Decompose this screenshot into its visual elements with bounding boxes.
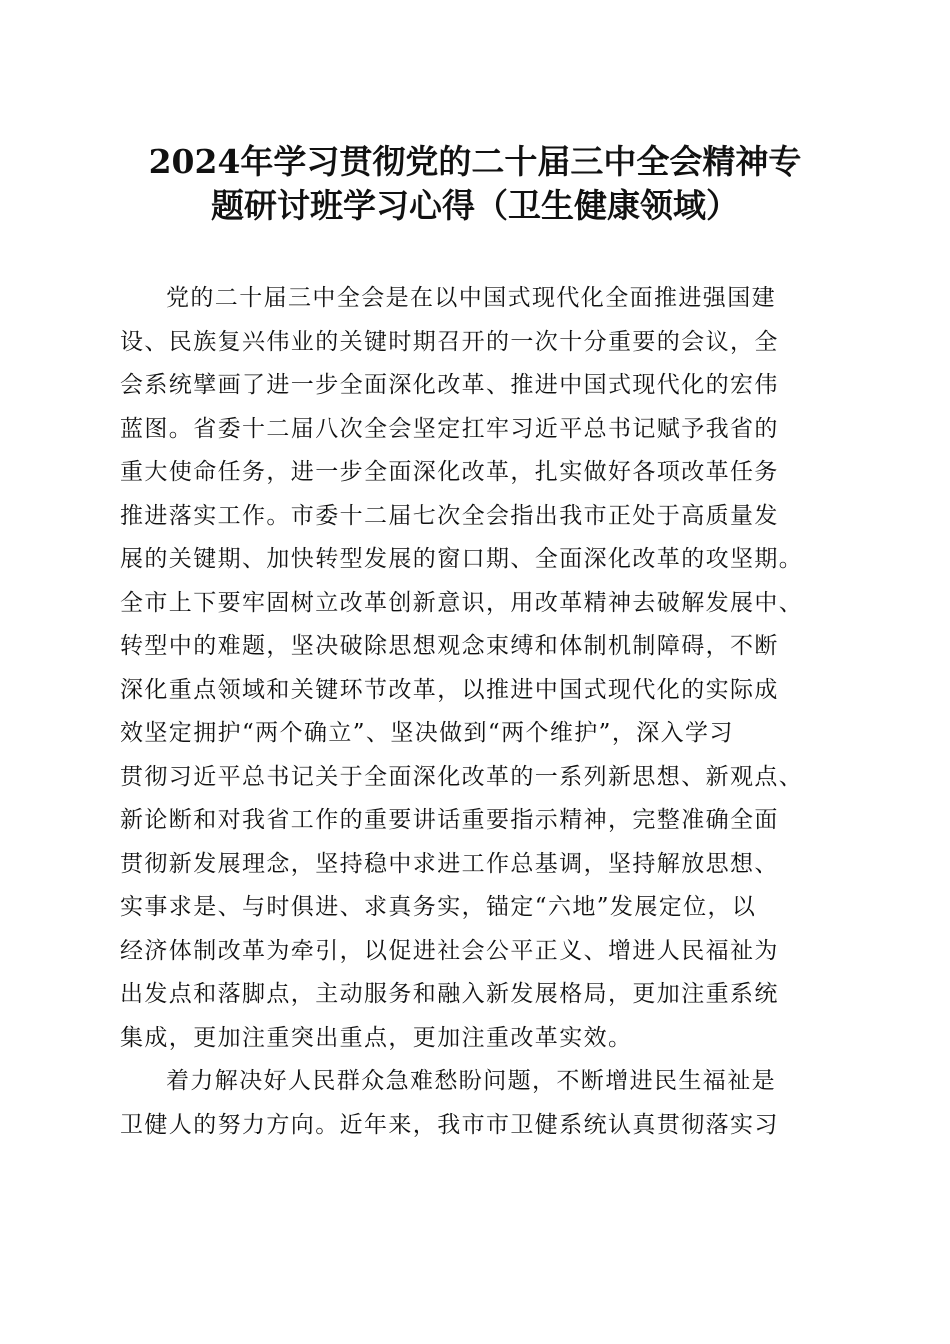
title-line-2: 题研讨班学习心得（卫生健康领域） [211,186,739,225]
document-title [60,140,890,228]
paragraph-line: 重大使命任务，进一步全面深化改革，扎实做好各项改革任务 [120,459,779,485]
paragraph-2 [120,1060,840,1147]
paragraph-line: 贯彻新发展理念，坚持稳中求进工作总基调，坚持解放思想、 [120,850,779,877]
paragraph-line: 推进落实工作。市委十二届七次全会指出我市正处于高质量发 [120,502,779,529]
paragraph-1 [120,277,840,1060]
paragraph-line: 全市上下要牢固树立改革创新意识，用改革精神去破解发展中、 [120,589,804,616]
paragraph-line: 转型中的难题，坚决破除思想观念束缚和体制机制障碍，不断 [120,633,779,659]
paragraph-line: 展的关键期、加快转型发展的窗口期、全面深化改革的攻坚期。 [120,546,804,572]
paragraph-line: 蓝图。省委十二届八次全会坚定扛牢习近平总书记赋予我省的 [120,415,779,442]
paragraph-line: 效坚定拥护“两个确立”、坚决做到“两个维护”，深入学习 [120,720,734,746]
paragraph-line: 深化重点领域和关键环节改革，以推进中国式现代化的实际成 [120,676,779,703]
title-line-1: 2024年学习贯彻党的二十届三中全会精神专 [148,142,802,181]
document-body [120,277,840,1147]
paragraph-line: 设、民族复兴伟业的关键时期召开的一次十分重要的会议，全 [120,328,779,355]
paragraph-line: 卫健人的努力方向。近年来，我市市卫健系统认真贯彻落实习 [120,1111,779,1138]
paragraph-line: 集成，更加注重突出重点，更加注重改革实效。 [120,1024,633,1051]
paragraph-line: 新论断和对我省工作的重要讲话重要指示精神，完整准确全面 [120,807,779,833]
paragraph-line: 经济体制改革为牵引，以促进社会公平正义、增进人民福祉为 [120,937,779,964]
paragraph-line: 实事求是、与时俱进、求真务实，锚定“六地”发展定位，以 [120,894,757,920]
paragraph-line: 着力解决好人民群众急难愁盼问题，不断增进民生福祉是 [166,1068,776,1094]
paragraph-line: 党的二十届三中全会是在以中国式现代化全面推进强国建 [166,285,776,311]
paragraph-line: 贯彻习近平总书记关于全面深化改革的一系列新思想、新观点、 [120,763,804,790]
paragraph-line: 会系统擘画了进一步全面深化改革、推进中国式现代化的宏伟 [120,372,779,398]
paragraph-line: 出发点和落脚点，主动服务和融入新发展格局，更加注重系统 [120,981,779,1007]
